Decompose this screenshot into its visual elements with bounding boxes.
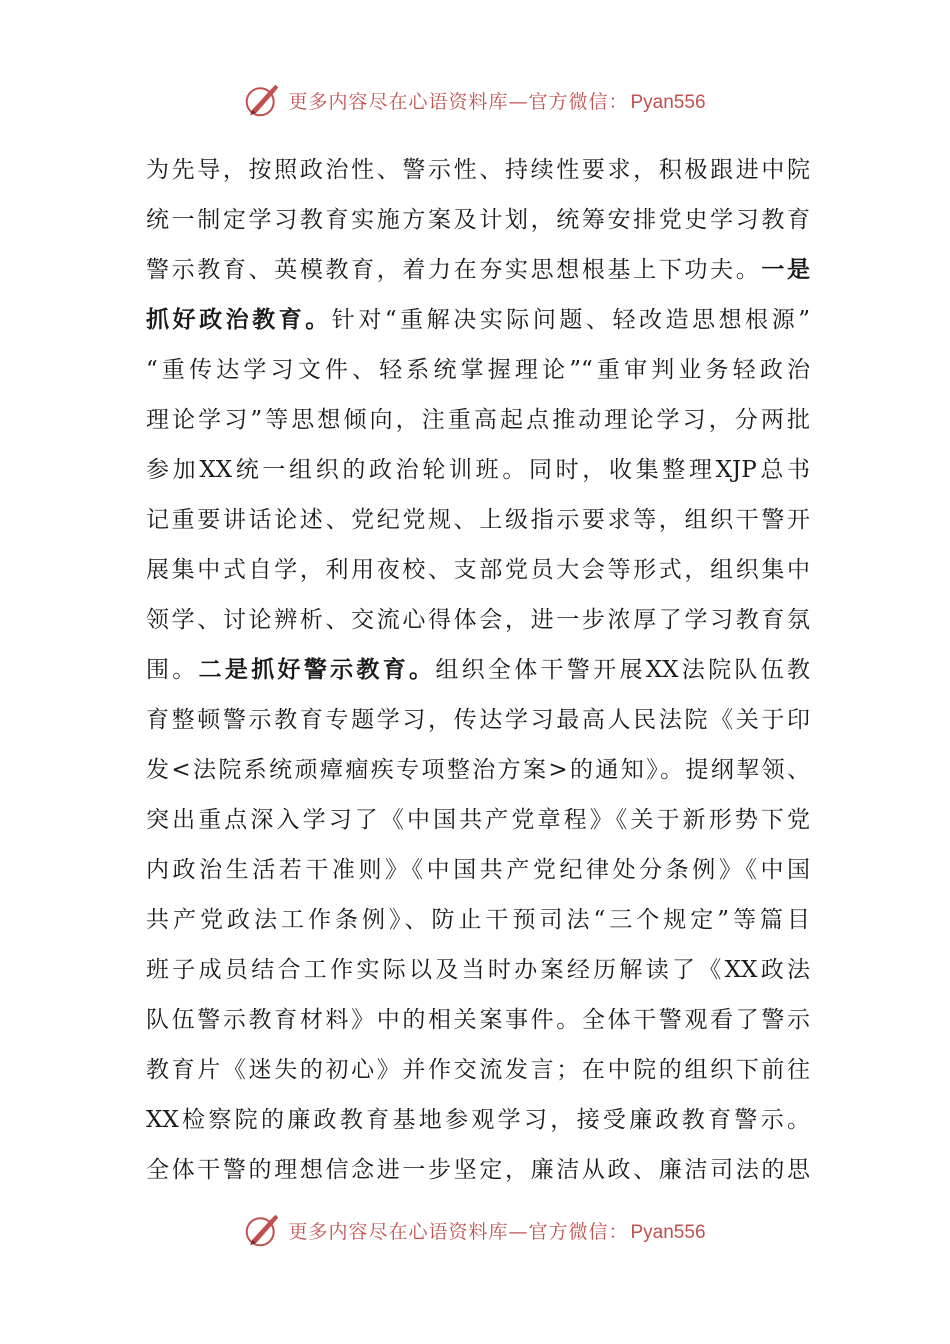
footer-banner xyxy=(0,1210,950,1250)
heading-warning-education: 二是抓好警示教育。 xyxy=(198,657,436,683)
header-banner xyxy=(0,80,950,120)
text-line-18: 队伍警示教育材料》中的相关案事件。全体干警观看了警示 xyxy=(146,1007,810,1033)
text-line-9: 展集中式自学，利用夜校、支部党员大会等形式，组织集中 xyxy=(146,557,810,583)
text-line-8: 记重要讲话论述、党纪党规、上级指示要求等，组织干警开 xyxy=(146,507,810,533)
text-line-12: 育整顿警示教育专题学习，传达学习最高人民法院《关于印 xyxy=(146,707,810,733)
text-line-4-part-b: 针对“重解决实际问题、轻改造思想根源” xyxy=(331,307,810,333)
document-body xyxy=(146,145,810,1195)
footer-contact-id: Pyan556 xyxy=(630,1221,706,1243)
header-contact-id: Pyan556 xyxy=(630,91,706,113)
text-line-11-part-c: 组织全体干警开展XX法院队伍教 xyxy=(435,657,811,683)
text-line-1: 为先导，按照政治性、警示性、持续性要求，积极跟进中院 xyxy=(146,157,810,183)
pen-logo-icon xyxy=(244,1212,280,1248)
text-line-4 xyxy=(146,295,810,345)
text-line-14: 突出重点深入学习了《中国共产党章程》《关于新形势下党 xyxy=(146,807,810,833)
text-line-17: 班子成员结合工作实际以及当时办案经历解读了《XX政法 xyxy=(146,957,810,983)
text-line-19: 教育片《迷失的初心》并作交流发言；在中院的组织下前往 xyxy=(146,1057,810,1083)
header-separator: — xyxy=(508,90,529,113)
text-line-5: “重传达学习文件、轻系统掌握理论”“重审判业务轻政治 xyxy=(146,357,810,383)
pen-logo-icon xyxy=(244,82,280,118)
text-line-20: XX检察院的廉政教育基地参观学习，接受廉政教育警示。 xyxy=(146,1107,810,1133)
text-line-3 xyxy=(146,245,810,295)
text-line-13: 发<法院系统顽瘴痼疾专项整治方案>的通知》。提纲挈领、 xyxy=(146,757,810,783)
text-line-16: 共产党政法工作条例》、防止干预司法“三个规定”等篇目 xyxy=(146,907,810,933)
footer-separator: — xyxy=(508,1220,529,1243)
text-line-11 xyxy=(146,645,810,695)
text-line-15: 内政治生活若干准则》《中国共产党纪律处分条例》《中国 xyxy=(146,857,810,883)
footer-contact-label: 官方微信： xyxy=(528,1220,629,1243)
header-brand: 更多内容尽在心语资料库 xyxy=(288,90,509,113)
text-line-6: 理论学习”等思想倾向，注重高起点推动理论学习，分两批 xyxy=(146,407,810,433)
text-line-21: 全体干警的理想信念进一步坚定，廉洁从政、廉洁司法的思 xyxy=(146,1157,810,1183)
header-contact-label: 官方微信： xyxy=(528,90,629,113)
heading-one-prefix: 一是 xyxy=(761,257,811,283)
text-line-7: 参加XX统一组织的政治轮训班。同时，收集整理XJP总书 xyxy=(146,457,810,483)
footer-text xyxy=(288,1217,705,1244)
text-line-10: 领学、讨论辨析、交流心得体会，进一步浓厚了学习教育氛 xyxy=(146,607,810,633)
text-line-11-part-a: 围。 xyxy=(146,657,199,683)
text-line-3-part-a: 警示教育、英模教育，着力在夯实思想根基上下功夫。 xyxy=(146,257,762,283)
footer-brand: 更多内容尽在心语资料库 xyxy=(288,1220,509,1243)
header-text xyxy=(288,87,705,114)
text-line-2: 统一制定学习教育实施方案及计划，统筹安排党史学习教育 xyxy=(146,207,810,233)
heading-political-education: 抓好政治教育。 xyxy=(146,307,332,333)
